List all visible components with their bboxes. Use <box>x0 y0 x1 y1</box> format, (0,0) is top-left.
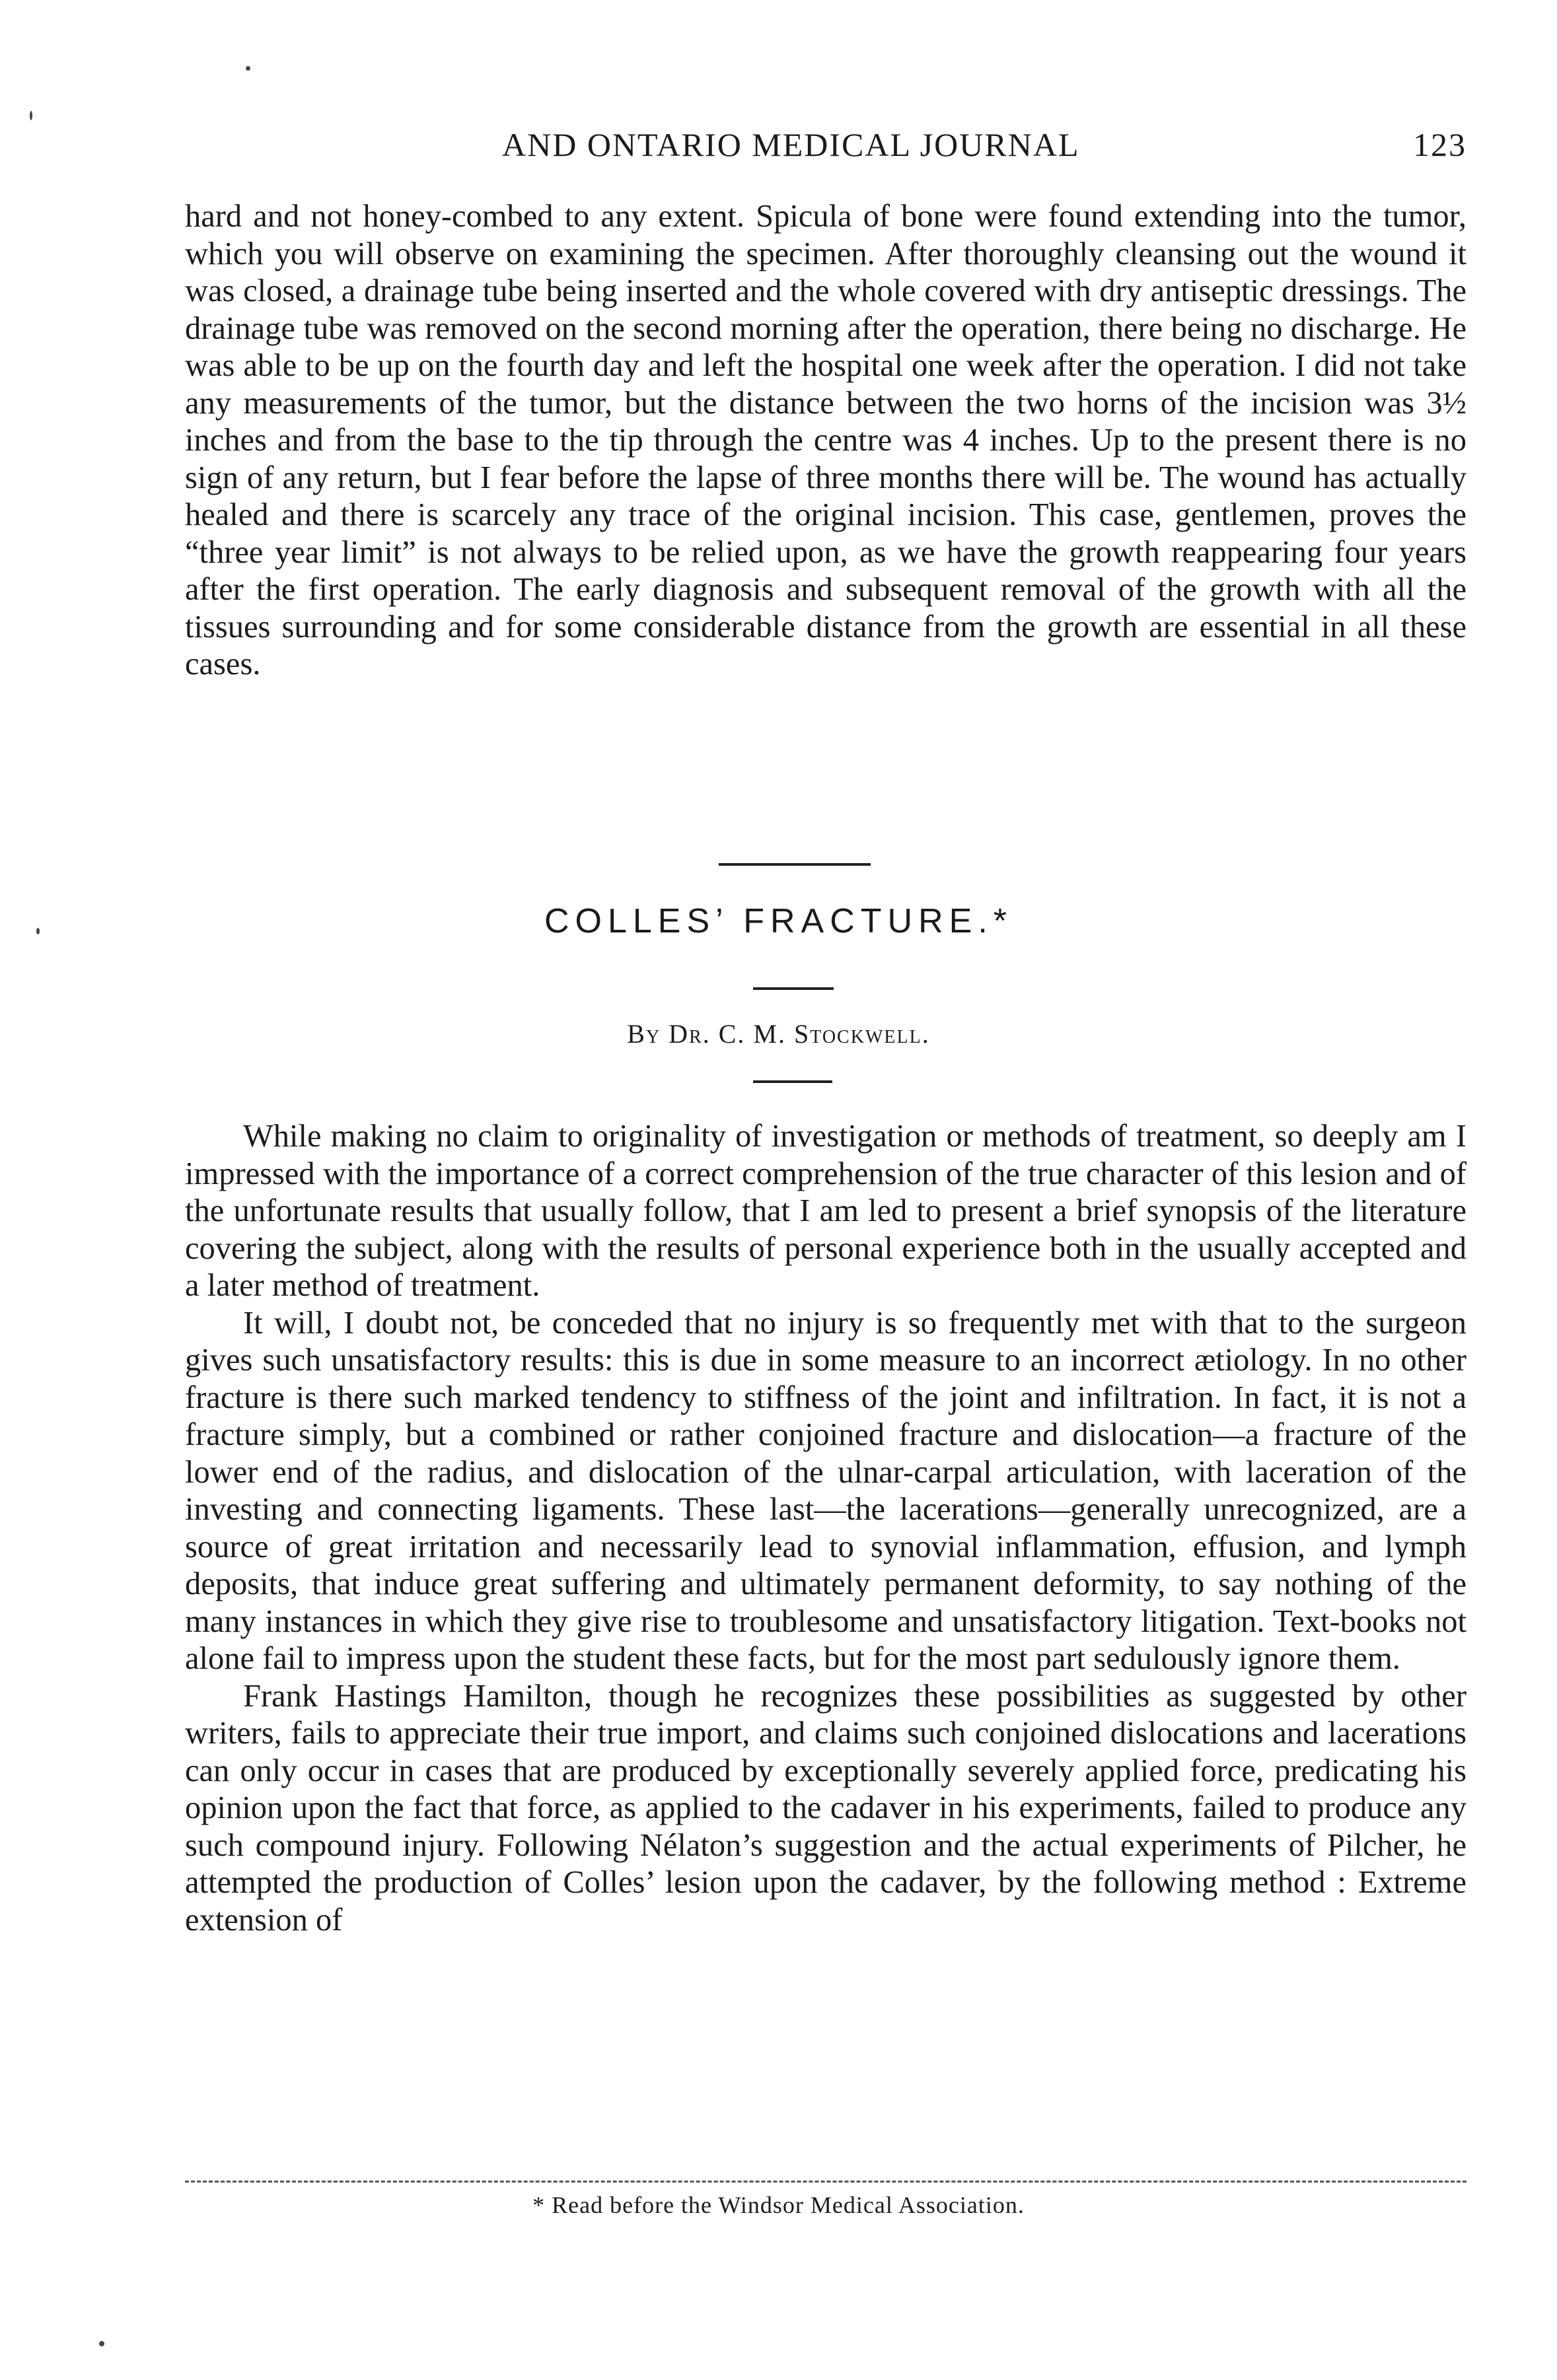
scan-speck <box>246 66 250 71</box>
scan-speck <box>99 2341 104 2346</box>
section-divider <box>719 863 871 866</box>
footnote: * Read before the Windsor Medical Association. <box>532 2192 1025 2218</box>
paragraph-1: While making no claim to originality of investigation or methods of treatment, so deeply am I impressed with the importance of a correct comprehension of the true character of this lesion and of the unfortunate results that usually follow, that I am led to present a brief synopsis of the literature covering the subject, along with the results of personal experience both in the usually accepted and a later method of treatment. <box>185 1119 1466 1303</box>
paragraph-3: Frank Hastings Hamilton, though he recognizes these possibilities as suggested by other writers, fails to appreciate their true import, and claims such conjoined dislocations and lacerations can only occur in cases that are produced by exceptionally severely applied force, predicating his opinion upon the fact that force, as applied to the cadaver in his experiments, failed to produce any such compound injury. Following Nélaton’s suggestion and the actual experiments of Pilcher, he attempted the production of Colles’ lesion upon the cadaver, by the following method : Extreme extension of <box>185 1678 1466 1938</box>
scan-speck <box>36 928 40 934</box>
footnote-rule <box>185 2181 1466 2183</box>
byline: By Dr. C. M. Stockwell. <box>627 1019 930 1049</box>
scan-speck <box>30 111 32 120</box>
journal-title: AND ONTARIO MEDICAL JOURNAL <box>502 126 1080 163</box>
previous-article-paragraph: hard and not honey-combed to any extent. Spicula of bone were found extending into the tumor, which you will observe on examining the specimen. After thoroughly cleansing out the wound it was closed, a drainage tube being inserted and the whole covered with dry antiseptic dressings. The drainage tube was removed on the second morning after the operation, there being no discharge. He was able to be up on the fourth day and left the hospital one week after the operation. I did not take any measurements of the tumor, but the distance between the two horns of the incision was 3½ inches and from the base to the tip through the centre was 4 inches. Up to the present there is no sign of any return, but I fear before the lapse of three months there will be. The wound has actually healed and there is scarcely any trace of the original incision. This case, gentlemen, proves the “three year limit” is not always to be relied upon, as we have the growth reappearing four years after the first operation. The early diagnosis and subsequent removal of the growth with all the tissues surrounding and for some considerable distance from the growth are essential in all these cases. <box>185 199 1466 682</box>
title-rule <box>753 987 834 990</box>
page-number: 123 <box>1413 126 1466 163</box>
article-title: COLLES’ FRACTURE.* <box>544 902 1013 940</box>
previous-article-text <box>185 198 1466 683</box>
paragraph-2: It will, I doubt not, be conceded that no injury is so frequently met with that to the surgeon gives such unsatisfactory results: this is due in some measure to an incorrect ætiology. In no other fracture is there such marked tendency to stiffness of the joint and infiltration. In fact, it is not a fracture simply, but a combined or rather conjoined fracture and dislocation—a fracture of the lower end of the radius, and dislocation of the ulnar-carpal articulation, with laceration of the investing and connecting ligaments. These last—the lacerations—generally unrecognized, are a source of great irritation and necessarily lead to synovial inflammation, effusion, and lymph deposits, that induce great suffering and ultimately permanent deformity, to say nothing of the many instances in which they give rise to troublesome and unsatisfactory litigation. Text-books not alone fail to impress upon the student these facts, but for the most part sedulously ignore them. <box>185 1305 1466 1676</box>
byline-rule <box>753 1080 832 1083</box>
article-body <box>185 1118 1466 1939</box>
running-header <box>502 125 1466 178</box>
